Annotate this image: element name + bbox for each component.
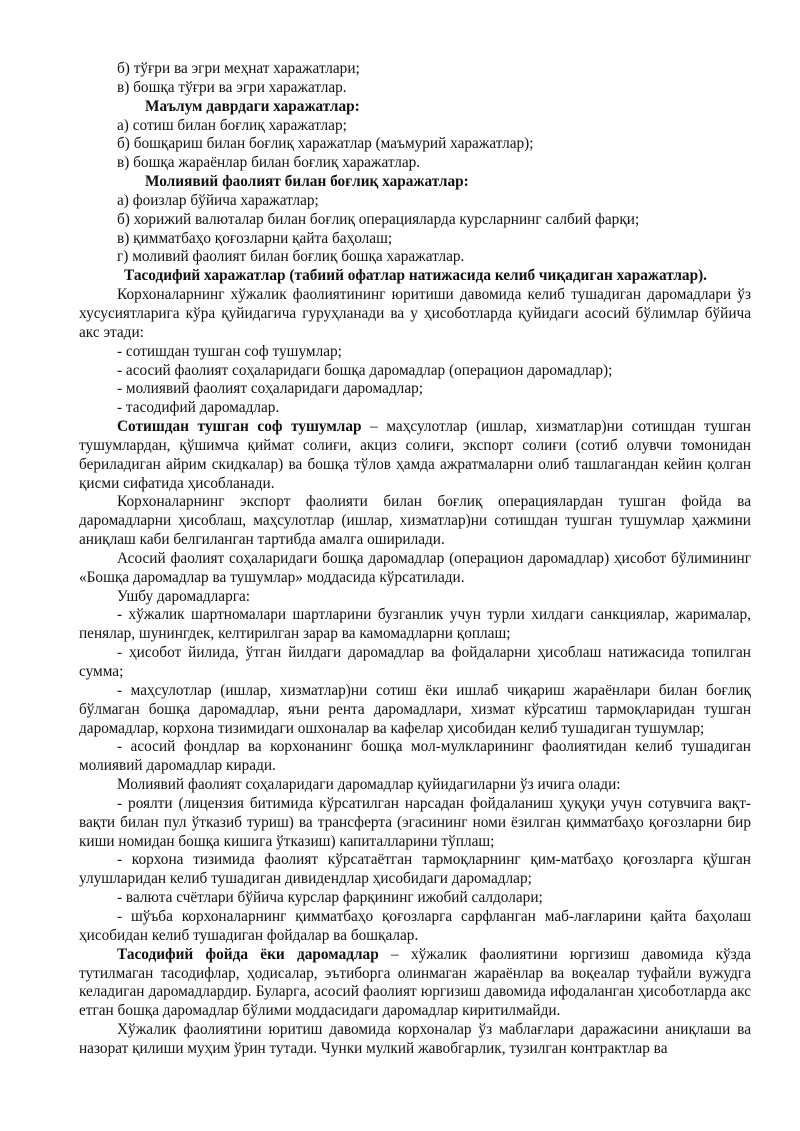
list-item: - тасодифий даромадлар. xyxy=(117,399,280,417)
paragraph-operating-income: Асосий фаолият соҳаларидаги бошқа даромадлар (операцион даромадлар) ҳисобот бўлимининг «Бошқа даромадлар ва тушумлар» моддасида кўрсатилади. xyxy=(79,549,751,586)
paragraph-item: - асосий фондлар ва корхонанинг бошқа мол-мулкларининг фаолиятидан келиб тушадиган молиявий даромадлар киради. xyxy=(79,738,751,775)
definition-random-income: – хўжалик фаолиятини юргизиш давомида кўзда тутилмаган тасодифлар, ҳодисалар, эътиборга олинмаган жараёнлар ва воқеалар туфайли вужудга келадиган даромадлардир. Буларга, асосий фаолият юргизиш давомида ифодаланган ҳисоботларда акс етган бошқа даромадлар бўлими моддасидаги даромадлар киритилмайди. xyxy=(79,945,751,1020)
paragraph-these-incomes: Ушбу даромадларга: xyxy=(117,587,251,605)
paragraph-item: - корхона тизимида фаолият кўрсатаётган тармоқларнинг қим-матбаҳо қоғозларга қўшган улушларидан келиб тушадиган дивидендлар ҳисобидаги даромадлар; xyxy=(79,851,751,888)
list-item: б) тўғри ва эгри меҳнат харажатлари; xyxy=(117,60,360,77)
list-item: - сотишдан тушган соф тушумлар; xyxy=(117,342,342,360)
paragraph-item: - валюта счётлари бўйича курслар фарқининг ижобий салдолари; xyxy=(117,889,543,907)
paragraph-net-revenue xyxy=(79,418,751,493)
paragraph-financial-income: Молиявий фаолият соҳаларидаги даромадлар қуйидагиларни ўз ичига олади: xyxy=(117,776,621,794)
section-heading-financial-costs: Молиявий фаолият билан боғлиқ харажатлар: xyxy=(145,173,469,191)
document-body xyxy=(79,60,751,1059)
term-net-revenue: Сотишдан тушган соф тушумлар xyxy=(117,418,362,436)
paragraph-item: - шўъба корхоналарнинг қимматбаҳо қоғозларга сарфланган маб-лағларини қайта баҳолаш ҳисобидан келиб тушадиган фойдалар ва бошқалар. xyxy=(79,907,751,944)
list-item: б) бошқариш билан боғлиқ харажатлар (маъмурий харажатлар); xyxy=(117,135,534,153)
section-heading-period-costs: Маълум даврдаги харажатлар: xyxy=(145,97,360,115)
definition-net-revenue: – маҳсулотлар (ишлар, хизматлар)ни сотишдан тушган тушумлардан, қўшимча қиймат солиғи, акциз солиғи, экспорт солиғи (сотиб олувчи томонидан бериладиган айрим скидкалар) ва бошқа тўлов ҳамда ажратмаларни олиб ташлагандан кейин қолган қисми сифатида ҳисобланади. xyxy=(79,418,751,492)
list-item: г) моливий фаолият билан боғлиқ бошқа харажатлар. xyxy=(117,248,465,266)
paragraph-closing: Хўжалик фаолиятини юритиш давомида корхоналар ўз маблағлари даражасини аниқлаши ва назорат қилиши муҳим ўрин тутади. Чунки мулкий жавобгарлик, тузилган контрактлар ва xyxy=(79,1021,751,1057)
paragraph-export: Корхоналарнинг экспорт фаолияти билан боғлиқ операциялардан тушган фойда ва даромадларни ҳисоблаш, маҳсулотлар (ишлар, хизматлар)ни сотишдан тушган тушумлар ҳажмини аниқлаш каби белгиланган тартибда амалга оширилади. xyxy=(79,493,751,549)
paragraph-item: - маҳсулотлар (ишлар, хизматлар)ни сотиш ёки ишлаб чиқариш жараёнлари билан боғлиқ бўлмаган бошқа даромадлар, яъни рента даромадлари, хизмат кўрсатиш тармоқларидан тушган даромадлар, корхона тизимидаги ошхоналар ва кафелар ҳисобидан келиб тушадиган тушумлар; xyxy=(79,681,751,737)
paragraph-item: - ҳисобот йилида, ўтган йилдаги даромадлар ва фойдаларни ҳисоблаш натижасида топилган сумма; xyxy=(79,644,751,680)
paragraph-item: - хўжалик шартномалари шартларини бузганлик учун турли хилдаги санкциялар, жарималар, пенялар, шунингдек, келтирилган зарар ва камомадларни қоплаш; xyxy=(79,606,751,643)
paragraph-random-income xyxy=(79,946,751,1021)
list-item: в) қимматбаҳо қоғозларни қайта баҳолаш; xyxy=(117,229,393,247)
paragraph-intro: Корхоналарнинг хўжалик фаолиятининг юритиши давомида келиб тушадиган даромадлари ўз хусусиятларига кўра қуйидагича гуруҳланади ва у ҳисоботларда қуйидаги асосий бўлимлар бўйича акс этади: xyxy=(79,286,751,341)
paragraph-item: - роялти (лицензия битимида кўрсатилган нарсадан фойдаланиш ҳуқуқи учун сотувчига вақт-вақти билан пул ўтказиб туриш) ва трансферта (эгасининг номи ёзилган қимматбаҳо қоғозларни бир киши номидан бошқа кишига ўтказиш) капиталларини тўплаш; xyxy=(79,794,751,850)
list-item: в) бошқа тўғри ва эгри харажатлар. xyxy=(117,78,347,96)
section-heading-random-costs: Тасодифий харажатлар (табиий офатлар натижасида келиб чиқадиган харажатлар). xyxy=(124,267,707,285)
list-item: б) хорижий валюталар билан боғлиқ операцияларда курсларнинг салбий фарқи; xyxy=(117,210,640,228)
list-item: в) бошқа жараёнлар билан боғлиқ харажатлар. xyxy=(117,154,421,172)
list-item: - асосий фаолият соҳаларидаги бошқа даромадлар (операцион даромадлар); xyxy=(117,361,613,379)
list-item: - молиявий фаолият соҳаларидаги даромадлар; xyxy=(117,380,424,398)
list-item: а) сотиш билан боғлиқ харажатлар; xyxy=(117,116,347,134)
term-random-income: Тасодифий фойда ёки даромадлар xyxy=(117,945,379,963)
list-item: а) фоизлар бўйича харажатлар; xyxy=(117,191,319,209)
